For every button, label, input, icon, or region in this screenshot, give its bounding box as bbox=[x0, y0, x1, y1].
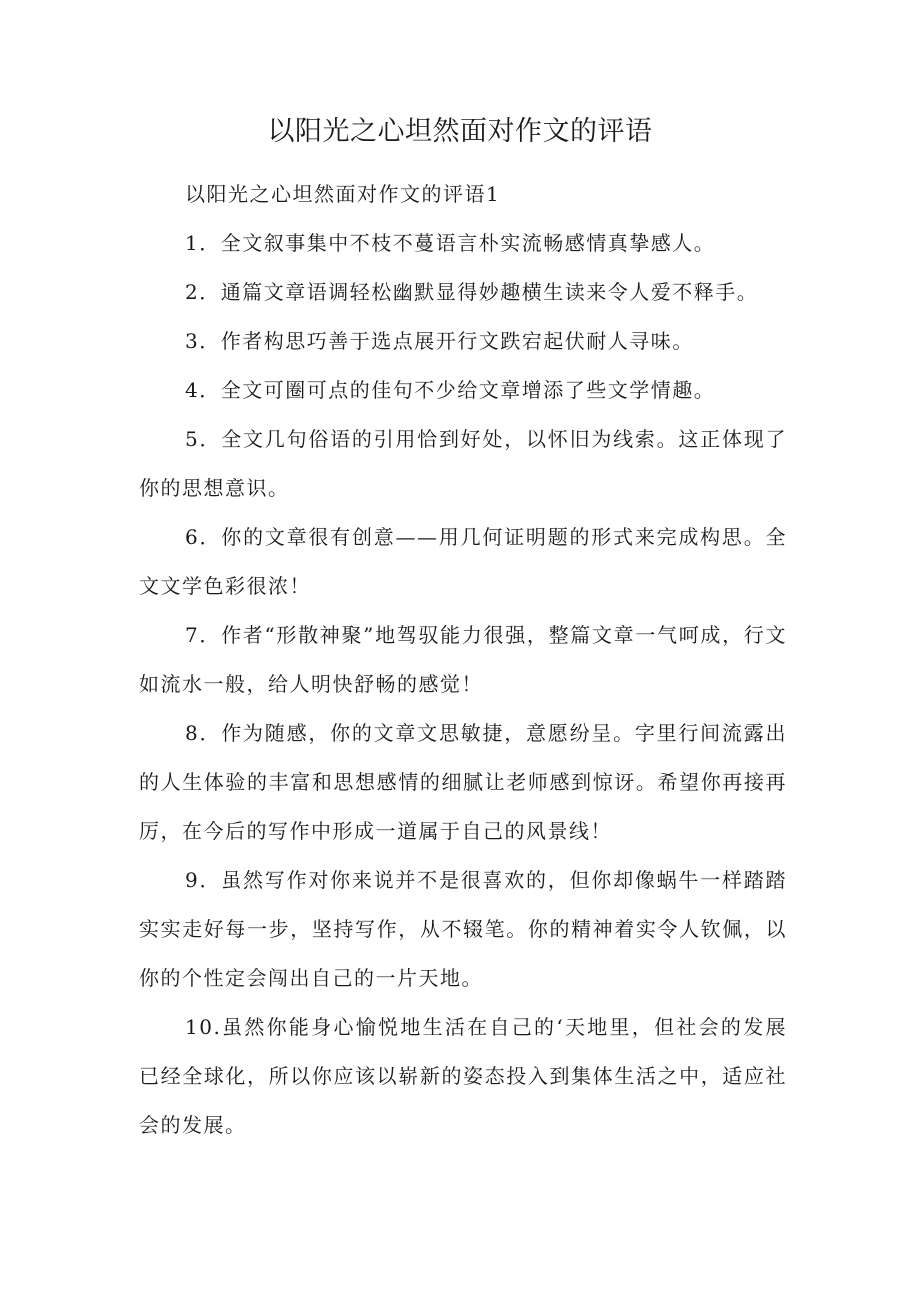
document-subtitle: 以阳光之心坦然面对作文的评语1 bbox=[185, 182, 501, 206]
comment-paragraph-1: 1．全文叙事集中不枝不蔓语言朴实流畅感情真挚感人。 bbox=[185, 231, 716, 255]
document-body bbox=[139, 170, 787, 1150]
document-title: 以阳光之心坦然面对作文的评语 bbox=[267, 116, 653, 147]
comment-paragraph-4: 4．全文可圈可点的佳句不少给文章增添了些文学情趣。 bbox=[185, 378, 716, 402]
comment-paragraph-10: 10.虽然你能身心愉悦地生活在自己的‘天地里，但社会的发展已经全球化，所以你应该以崭新的姿态投入到集体生活之中，适应社会的发展。 bbox=[139, 1015, 787, 1137]
comment-paragraph-6: 6．你的文章很有创意——用几何证明题的形式来完成构思。全文文学色彩很浓！ bbox=[139, 525, 787, 598]
comment-paragraph-2: 2．通篇文章语调轻松幽默显得妙趣横生读来令人爱不释手。 bbox=[185, 280, 759, 304]
comment-paragraph-9: 9．虽然写作对你来说并不是很喜欢的，但你却像蜗牛一样踏踏实实走好每一步，坚持写作，从不辍笔。你的精神着实令人钦佩，以你的个性定会闯出自己的一片天地。 bbox=[139, 868, 787, 990]
comment-paragraph-5: 5．全文几句俗语的引用恰到好处，以怀旧为线索。这正体现了你的思想意识。 bbox=[139, 427, 787, 500]
comment-paragraph-3: 3．作者构思巧善于选点展开行文跌宕起伏耐人寻味。 bbox=[185, 329, 694, 353]
comment-paragraph-8: 8．作为随感，你的文章文思敏捷，意愿纷呈。字里行间流露出的人生体验的丰富和思想感情的细腻让老师感到惊讶。希望你再接再厉，在今后的写作中形成一道属于自己的风景线！ bbox=[139, 721, 787, 843]
comment-paragraph-7: 7．作者“形散神聚”地驾驭能力很强，整篇文章一气呵成，行文如流水一般，给人明快舒畅的感觉！ bbox=[139, 623, 787, 696]
